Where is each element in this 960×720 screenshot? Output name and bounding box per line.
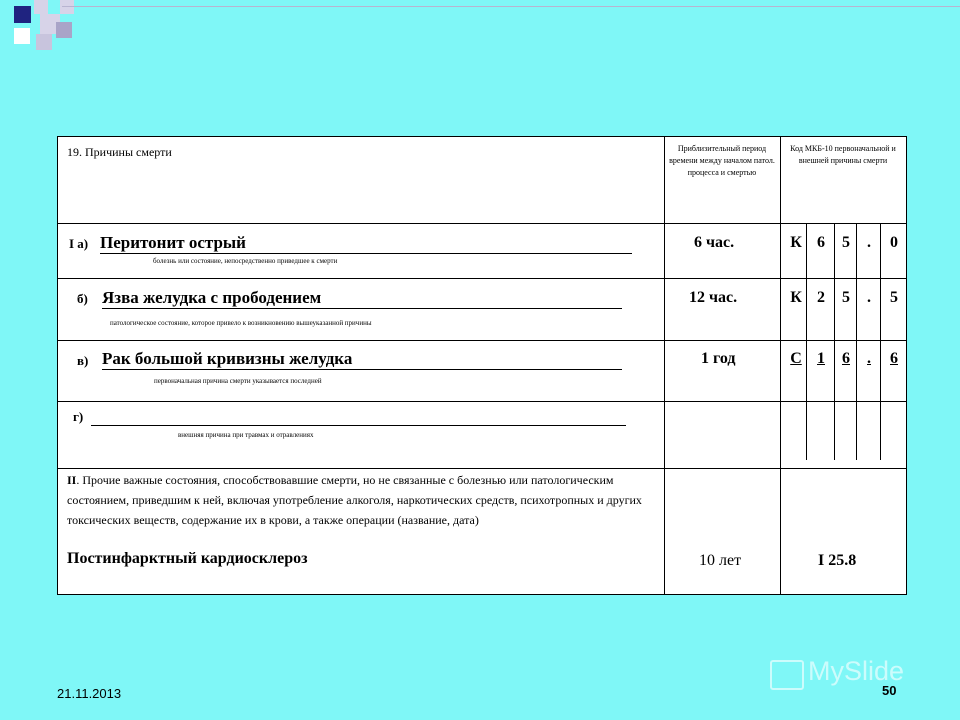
row-divider (58, 340, 906, 341)
code-char: 6 (890, 350, 898, 367)
period-value: 6 час. (694, 234, 735, 251)
row-divider (58, 401, 906, 402)
code-divider (834, 223, 835, 460)
row-hint: внешняя причина при травмах и отравлениях (178, 431, 314, 439)
row-divider (58, 223, 906, 224)
section2-diagnosis: Постинфарктный кардиосклероз (67, 550, 308, 567)
watermark-icon (770, 660, 804, 690)
code-char: 6 (842, 350, 850, 367)
column-divider (780, 137, 781, 594)
code-char: 0 (890, 234, 898, 251)
period-header: Приблизительный период времени между началом патол. процесса и смертью (669, 144, 775, 177)
decor-square (56, 22, 72, 38)
period-value: 1 год (701, 350, 736, 367)
diagnosis-text: Перитонит острый (100, 233, 246, 252)
slide-date: 21.11.2013 (57, 686, 122, 701)
code-char: 5 (842, 234, 850, 251)
row-hint: патологическое состояние, которое привело к возникновению вышеуказанной причины (110, 319, 372, 327)
row-label: в) (77, 353, 89, 368)
section2-roman: II (67, 473, 77, 487)
decor-square (60, 0, 74, 14)
code-header: Код МКБ-10 первоначальной и внешней причины смерти (790, 144, 896, 165)
row-hint: болезнь или состояние, непосредственно приведшее к смерти (153, 257, 338, 265)
row-hint: первоначальная причина смерти указывается последней (154, 377, 322, 385)
row-divider (58, 278, 906, 279)
code-char: 6 (817, 234, 825, 251)
code-char: 5 (890, 289, 898, 306)
diagnosis-text: Рак большой кривизны желудка (102, 349, 353, 368)
code-divider (806, 223, 807, 460)
section2-code: I 25.8 (818, 552, 857, 569)
code-char: 1 (817, 350, 825, 367)
decor-square (14, 28, 30, 44)
diagnosis-underline (100, 253, 632, 254)
code-char: 5 (842, 289, 850, 306)
causes-header: 19. Причины смерти (67, 145, 172, 159)
row-label: I а) (69, 236, 89, 251)
row-label: б) (77, 291, 88, 306)
code-char: 2 (817, 289, 825, 306)
section2-body: . Прочие важные состояния, способствовавшие смерти, но не связанные с болезнью или патологическим состоянием, приведшим к ней, включая употребление алкоголя, наркотических средств, психотропных и других токсических веществ, содержание их в крови, а также операции (название, дата) (67, 473, 642, 527)
code-divider (880, 223, 881, 460)
code-divider (856, 223, 857, 460)
section2-period: 10 лет (699, 552, 742, 569)
slide-number: 50 (882, 683, 897, 698)
code-char: . (867, 289, 871, 306)
decor-square (34, 0, 48, 14)
row-label: г) (73, 409, 84, 424)
diagnosis-underline (91, 425, 626, 426)
decor-square (14, 6, 31, 23)
column-divider (664, 137, 665, 594)
row-divider (58, 468, 906, 469)
period-value: 12 час. (689, 289, 738, 306)
diagnosis-underline (102, 308, 622, 309)
decor-line (62, 6, 960, 7)
watermark: MySlide (808, 656, 905, 686)
death-certificate-form (57, 136, 907, 595)
code-char: С (790, 350, 802, 367)
diagnosis-underline (102, 369, 622, 370)
section2-text (67, 470, 662, 530)
diagnosis-text: Язва желудка с прободением (102, 288, 322, 307)
code-char: . (867, 350, 871, 367)
code-char: К (790, 289, 802, 306)
decor-square (36, 34, 52, 50)
code-char: . (867, 234, 871, 251)
code-char: К (790, 234, 802, 251)
